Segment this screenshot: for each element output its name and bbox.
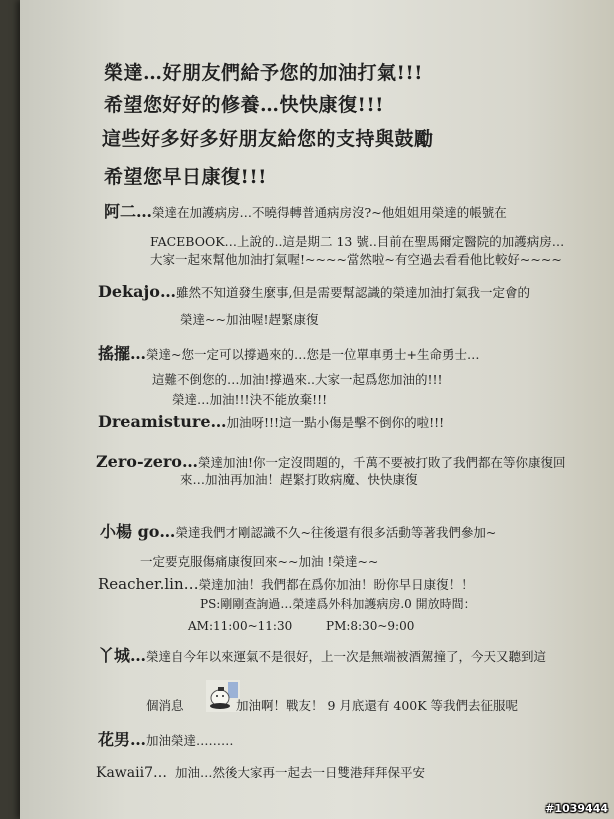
author-name: Dekajo… [98, 282, 176, 301]
message-text: 榮達在加護病房…不曉得轉普通病房沒?~他姐姐用榮達的帳號在 [152, 205, 507, 220]
headline-4: 希望您早日康復!!! [104, 166, 268, 188]
message-text: 榮達加油!你一定沒問題的，千萬不要被打敗了我們都在等你康復回 [197, 455, 566, 470]
message-text: 來…加油再加油！趕緊打敗病魔、快快康復 [180, 472, 418, 487]
message-text: 加油啊！戰友！ 9 月底還有 400K 等我們去征服呢 [236, 698, 519, 713]
message-text: 榮達~~加油喔!趕緊康復 [180, 312, 319, 327]
message-yaobai [98, 346, 479, 362]
author-name: 小楊 go… [100, 522, 176, 541]
message-text: 一定要克服傷痛康復回來~~加油 !榮達~~ [140, 554, 379, 569]
headline-2: 希望您好好的修養…快快康復!!! [104, 94, 385, 116]
message-text: 榮達~您一定可以撐過來的…您是一位單車勇士+生命勇士… [146, 347, 480, 362]
watermark-id: #1039444 [545, 802, 608, 815]
message-a-er [104, 204, 507, 220]
message-text: 這難不倒您的…加油!撐過來..大家一起爲您加油的!!! [152, 372, 443, 387]
message-kawaii [96, 764, 425, 780]
headline-1: 榮達…好朋友們給予您的加油打氣!!! [104, 62, 424, 84]
hours-am: AM:11:00~11:30 [188, 619, 293, 633]
author-name: Reacher.lin… [98, 575, 199, 593]
message-text: FACEBOOK…上說的..這是期二 13 號..目前在聖馬爾定醫院的加護病房… [150, 234, 565, 249]
author-name: 阿二… [104, 202, 153, 221]
message-zerozero [96, 454, 566, 470]
author-name: 花男… [98, 730, 147, 749]
message-text: 大家一起來幫他加油打氣喔!~~~~當然啦~有空過去看看他比較好~~~~ [150, 252, 562, 267]
headline-3: 這些好多好多好朋友給您的支持與鼓勵 [102, 128, 434, 150]
message-text: 加油榮達……… [146, 733, 234, 748]
cartoon-character-image [206, 680, 240, 712]
author-name: Kawaii7… [96, 765, 167, 781]
paper-page [20, 0, 614, 819]
author-name: 搖擺… [98, 344, 147, 363]
message-text: 榮達加油！我們都在爲你加油！盼你早日康復！！ [198, 577, 474, 592]
message-text: 雖然不知道發生麼事,但是需要幫認識的榮達加油打氣我一定會的 [175, 285, 530, 300]
message-text: 榮達…加油!!!決不能放棄!!! [172, 392, 328, 407]
message-text: 榮達我們才剛認識不久~往後還有很多活動等著我們參加~ [175, 525, 497, 540]
message-text: 加油…然後大家再一起去一日雙港拜拜保平安 [175, 765, 426, 780]
message-text: 榮達自今年以來運氣不是很好，上一次是無端被酒駕撞了，今天又聽到這 [146, 649, 547, 664]
message-reacher [98, 576, 474, 592]
message-huanan [98, 732, 234, 748]
message-dreamisture [98, 414, 444, 430]
author-name: Dreamisture… [98, 412, 227, 431]
author-name: Zero-zero… [96, 452, 198, 471]
message-xiaoyang [100, 524, 496, 540]
message-dekajo [98, 284, 530, 300]
author-name: 丫城… [98, 646, 147, 665]
message-text: 個消息 [146, 698, 184, 713]
ps-note: PS:剛剛查詢過…榮達爲外科加護病房.0 開放時間： [200, 597, 476, 611]
message-ycheng [98, 648, 546, 664]
message-text: 加油呀!!!這一點小傷是擊不倒你的啦!!! [226, 415, 445, 430]
hours-pm: PM:8:30~9:00 [326, 619, 415, 633]
